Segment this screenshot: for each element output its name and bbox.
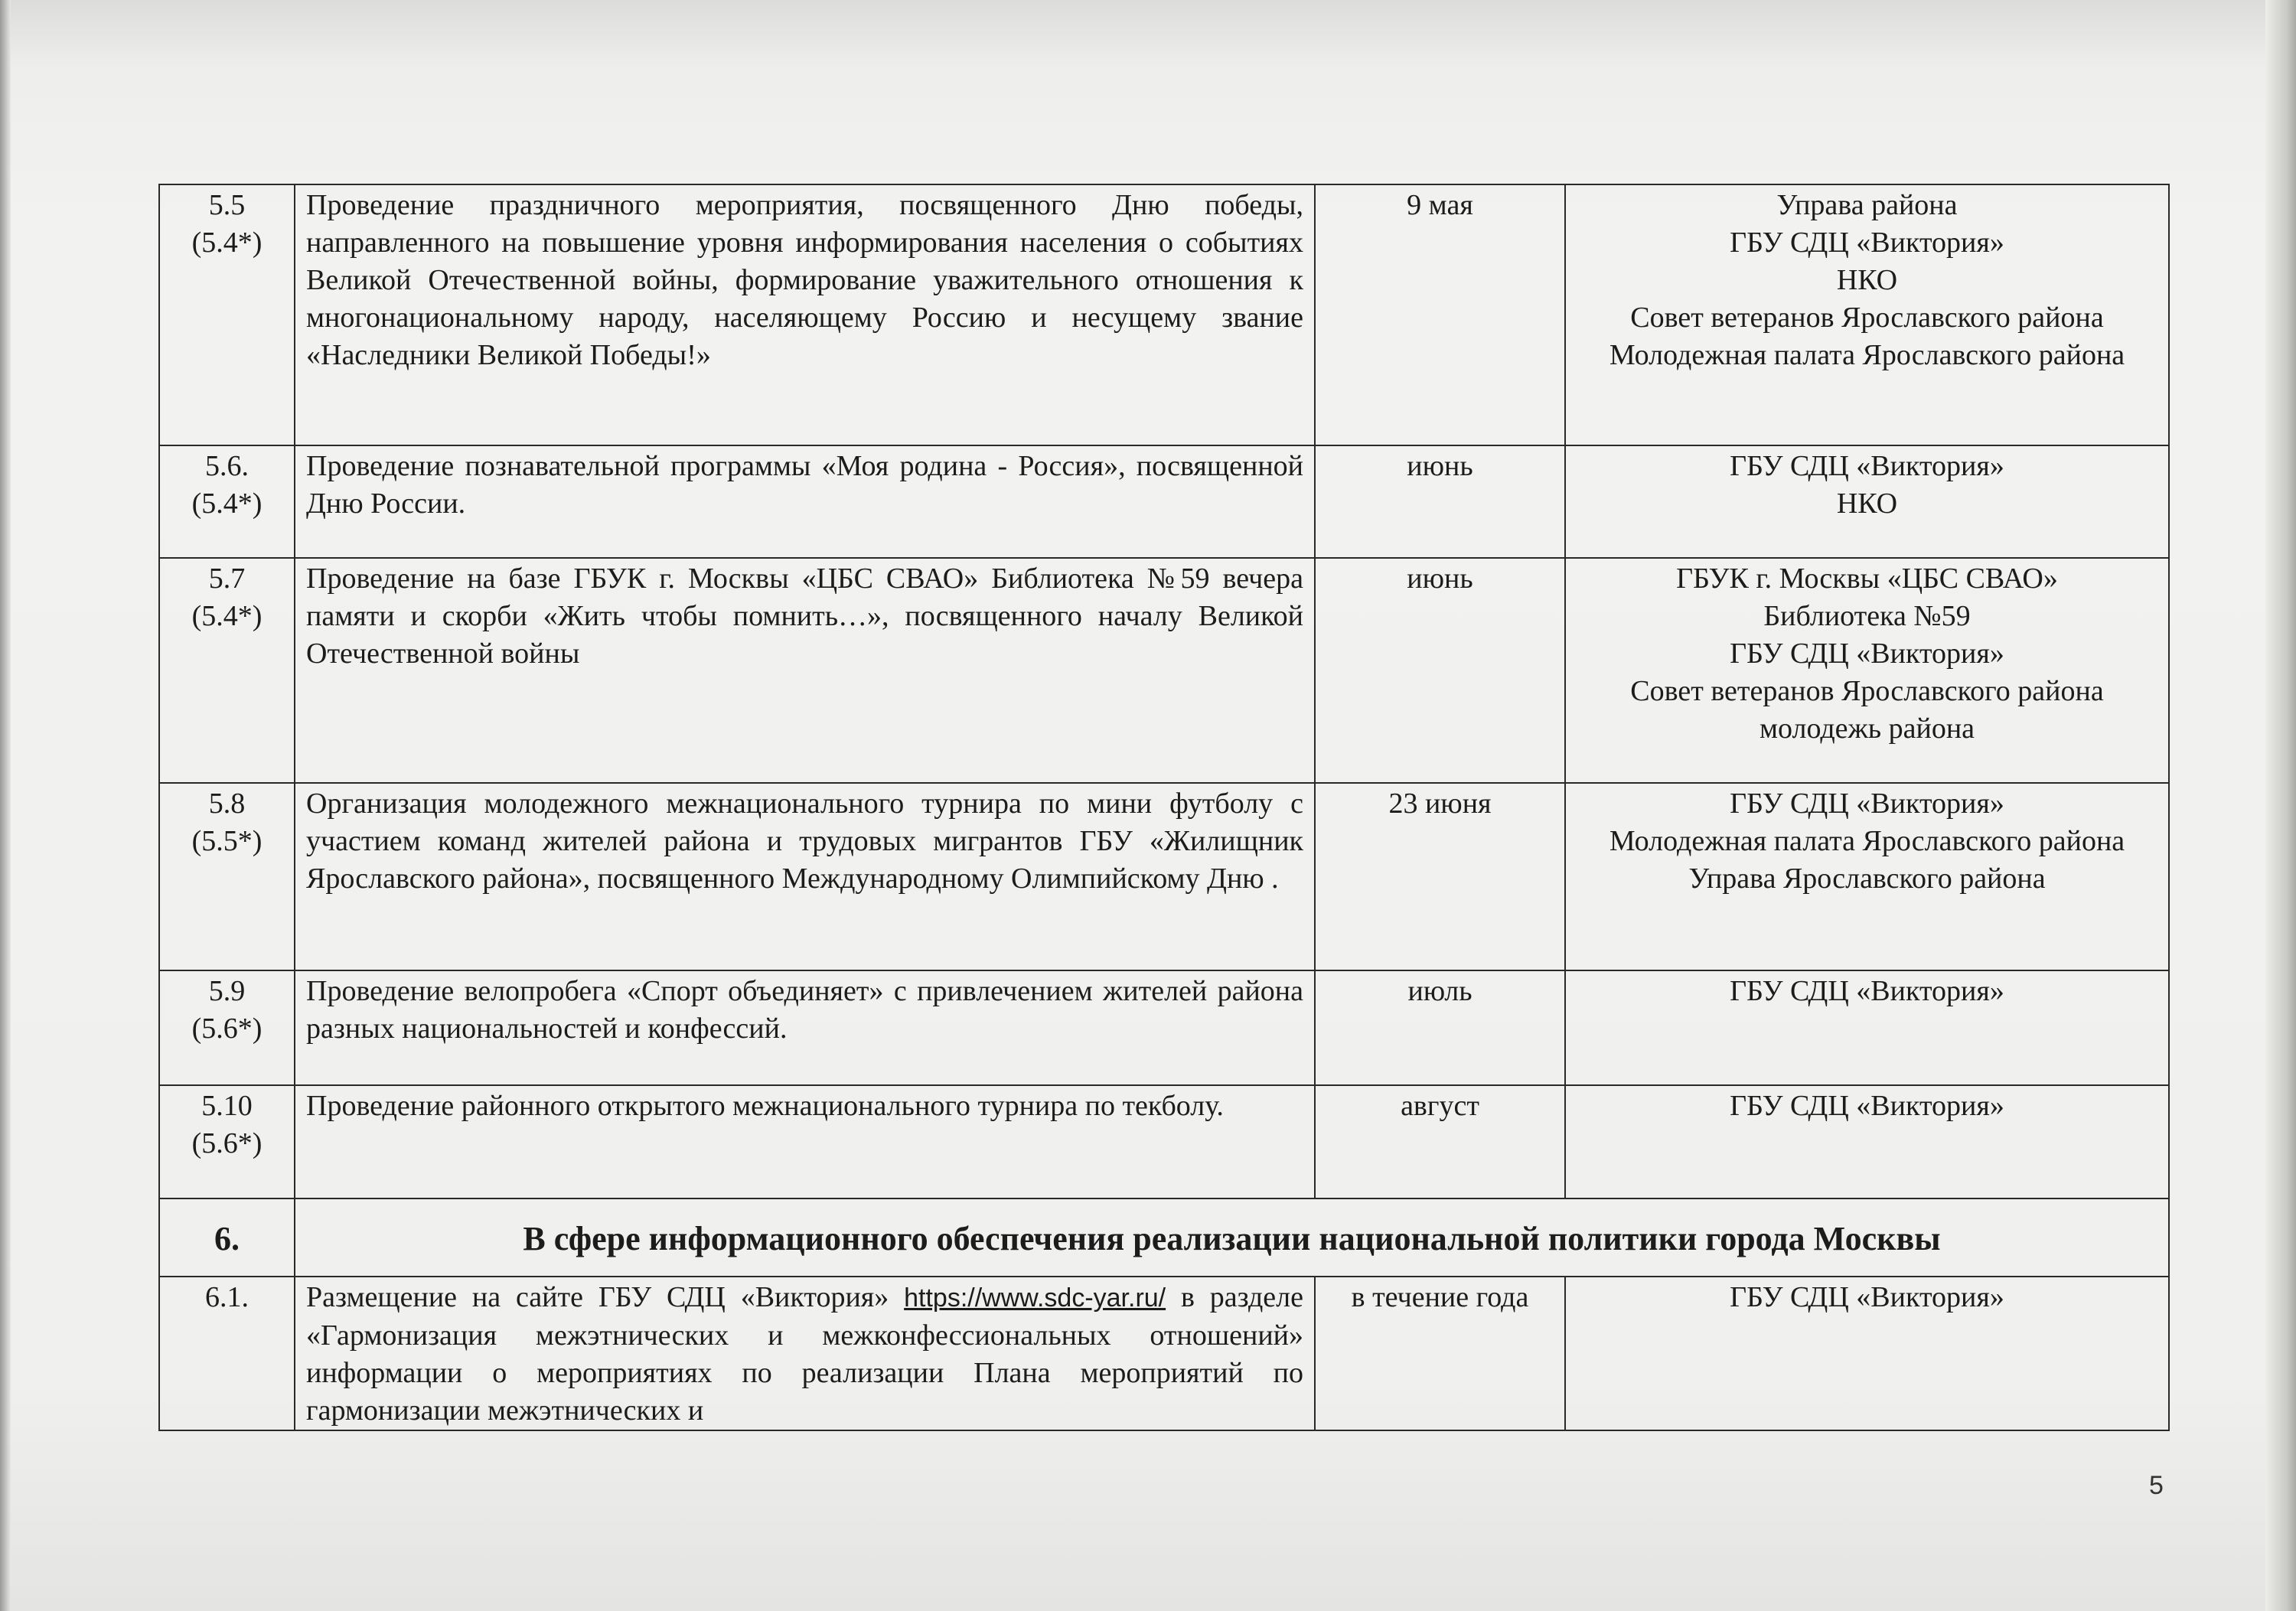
responsible-org: Молодежная палата Ярославского района (1609, 339, 2125, 371)
table-row (159, 1277, 2169, 1430)
table-row (159, 1085, 2169, 1198)
row-number: 5.10 (201, 1090, 253, 1122)
section-header-row (159, 1198, 2169, 1277)
row-number: 6.1. (159, 1277, 295, 1430)
table-row (159, 558, 2169, 783)
row-number: 5.7 (208, 563, 246, 595)
row-ref-number: (5.5*) (191, 825, 263, 857)
event-date: в течение года (1315, 1277, 1565, 1430)
row-number-cell (159, 970, 295, 1085)
event-date: 23 июня (1315, 783, 1565, 970)
responsible-org: молодежь района (1759, 713, 1975, 745)
description-text: Размещение на сайте ГБУ СДЦ «Виктория» (306, 1281, 889, 1313)
responsible-cell (1565, 970, 2169, 1085)
event-description: Проведение праздничного мероприятия, посвященного Дню победы, направленного на повышение уровня информирования населения о событиях Великой Отечественной войны, формирование уважительного отношения к многонациональному народу, населяющему Россию и несущему звание «Наследники Великой Победы!» (295, 184, 1315, 445)
page-number: 5 (2149, 1471, 2164, 1500)
event-date: июль (1315, 970, 1565, 1085)
responsible-cell (1565, 445, 2169, 558)
event-description: Проведение на базе ГБУК г. Москвы «ЦБС СВАО» Библиотека №59 вечера памяти и скорби «Жить чтобы помнить…», посвященного началу Великой Отечественной войны (295, 558, 1315, 783)
row-number: 5.6. (205, 450, 249, 482)
responsible-org: НКО (1836, 264, 1898, 296)
event-description: Проведение велопробега «Спорт объединяет» с привлечением жителей района разных национальностей и конфессий. (295, 970, 1315, 1085)
description-text-continued: в разделе «Гармонизация межэтнических и межконфессиональных отношений» информации о мероприятиях по реализации Плана мероприятий по гармонизации межэтнических и (306, 1281, 1303, 1427)
event-description (295, 1277, 1315, 1430)
responsible-org: ГБУ СДЦ «Виктория» (1730, 788, 2004, 820)
row-ref-number: (5.4*) (191, 227, 263, 259)
row-ref-number: (5.4*) (191, 600, 263, 632)
table-row (159, 783, 2169, 970)
responsible-org: ГБУ СДЦ «Виктория» (1730, 227, 2004, 259)
row-number-cell (159, 184, 295, 445)
row-number: 5.8 (208, 788, 246, 820)
responsible-org: ГБУ СДЦ «Виктория» (1730, 450, 2004, 482)
row-number-cell (159, 1085, 295, 1198)
event-date: июнь (1315, 445, 1565, 558)
event-description: Проведение районного открытого межнационального турнира по текболу. (295, 1085, 1315, 1198)
row-number-cell (159, 783, 295, 970)
event-date: август (1315, 1085, 1565, 1198)
row-ref-number: (5.4*) (191, 488, 263, 520)
event-description: Проведение познавательной программы «Моя родина - Россия», посвященной Дню России. (295, 445, 1315, 558)
responsible-org: ГБУ СДЦ «Виктория» (1730, 1090, 2004, 1122)
website-link[interactable]: https://www.sdc-yar.ru/ (904, 1283, 1166, 1313)
table-row (159, 970, 2169, 1085)
responsible-cell (1565, 1085, 2169, 1198)
responsible-org: Управа района (1776, 189, 1958, 221)
responsible-org: Совет ветеранов Ярославского района (1630, 675, 2104, 707)
responsible-cell (1565, 783, 2169, 970)
row-number: 5.9 (208, 975, 246, 1007)
row-ref-number: (5.6*) (191, 1013, 263, 1045)
scan-shadow-right (2265, 0, 2296, 1611)
responsible-org: Молодежная палата Ярославского района (1609, 825, 2125, 857)
responsible-org: Управа Ярославского района (1688, 863, 2046, 895)
event-date: июнь (1315, 558, 1565, 783)
responsible-org: Совет ветеранов Ярославского района (1630, 302, 2104, 334)
section-number: 6. (159, 1198, 295, 1277)
table-row (159, 184, 2169, 445)
responsible-org: ГБУ СДЦ «Виктория» (1565, 1277, 2169, 1430)
responsible-org: ГБУ СДЦ «Виктория» (1730, 638, 2004, 670)
responsible-cell (1565, 558, 2169, 783)
row-number: 5.5 (208, 189, 246, 221)
responsible-cell (1565, 184, 2169, 445)
event-date: 9 мая (1315, 184, 1565, 445)
scan-shadow-left (0, 0, 11, 1611)
row-number-cell (159, 445, 295, 558)
responsible-org: ГБУ СДЦ «Виктория» (1730, 975, 2004, 1007)
row-number-cell (159, 558, 295, 783)
row-ref-number: (5.6*) (191, 1127, 263, 1159)
section-title: В сфере информационного обеспечения реализации национальной политики города Москвы (295, 1198, 2169, 1277)
events-plan-table (158, 184, 2170, 1431)
responsible-org: НКО (1836, 488, 1898, 520)
responsible-org: Библиотека №59 (1763, 600, 1971, 632)
event-description: Организация молодежного межнационального турнира по мини футболу с участием команд жителей района и трудовых мигрантов ГБУ «Жилищник Ярославского района», посвященного Международному Олимпийскому Дню . (295, 783, 1315, 970)
table-row (159, 445, 2169, 558)
responsible-org: ГБУК г. Москвы «ЦБС СВАО» (1676, 563, 2058, 595)
